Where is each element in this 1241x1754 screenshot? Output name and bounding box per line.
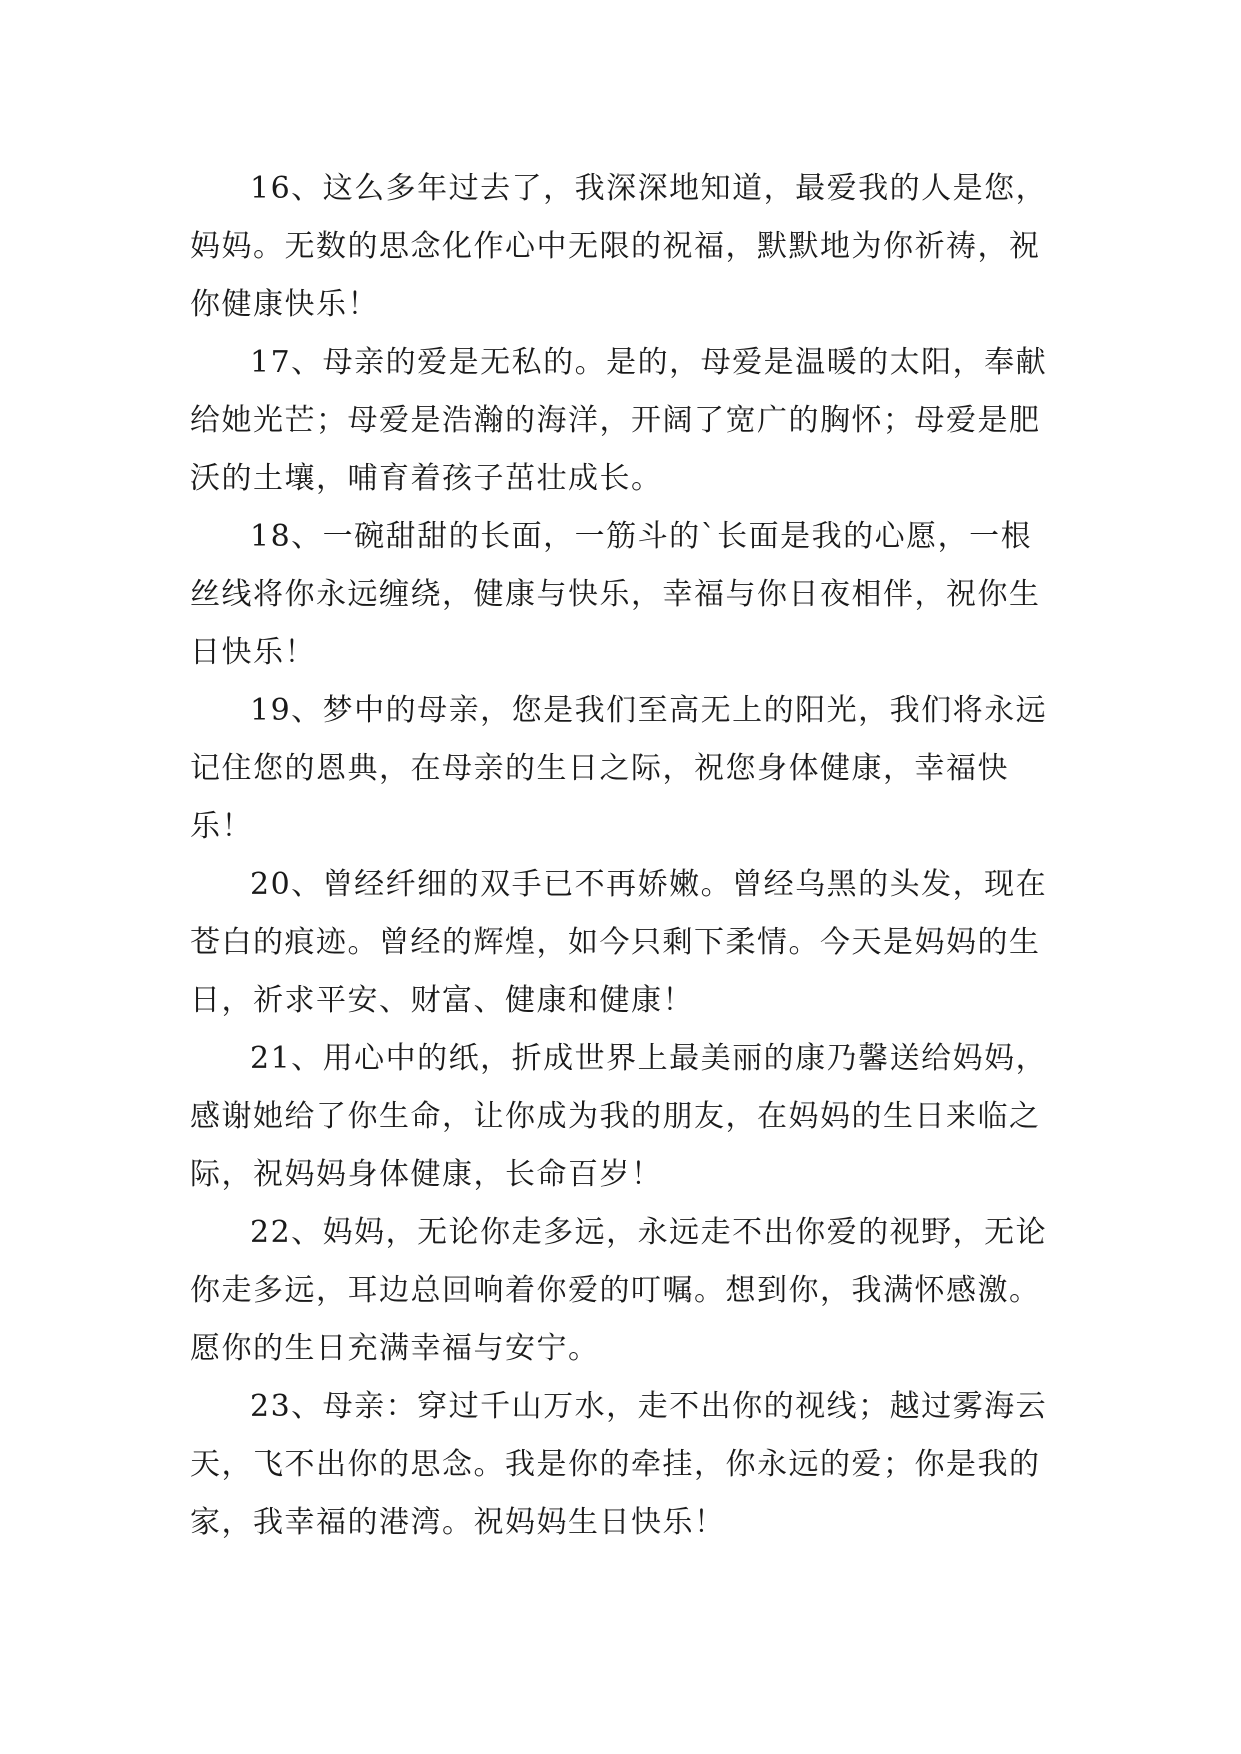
- paragraph-20: 20、曾经纤细的双手已不再娇嫩。曾经乌黑的头发，现在苍白的痕迹。曾经的辉煌，如今只剩下柔情。今天是妈妈的生日，祈求平安、财富、健康和健康！: [190, 867, 1048, 1018]
- paragraph-17: 17、母亲的爱是无私的。是的，母爱是温暖的太阳，奉献给她光芒；母爱是浩瀚的海洋，开阔了宽广的胸怀；母爱是肥沃的土壤，哺育着孩子茁壮成长。: [190, 345, 1048, 496]
- paragraph-19: 19、梦中的母亲，您是我们至高无上的阳光，我们将永远记住您的恩典，在母亲的生日之际，祝您身体健康，幸福快乐！: [190, 693, 1048, 844]
- paragraph-23: 23、母亲：穿过千山万水，走不出你的视线；越过雾海云天，飞不出你的思念。我是你的牵挂，你永远的爱；你是我的家，我幸福的港湾。祝妈妈生日快乐！: [190, 1389, 1048, 1540]
- paragraph-22: 22、妈妈，无论你走多远，永远走不出你爱的视野，无论你走多远，耳边总回响着你爱的叮嘱。想到你，我满怀感激。愿你的生日充满幸福与安宁。: [190, 1215, 1048, 1366]
- paragraph-16: 16、这么多年过去了，我深深地知道，最爱我的人是您，妈妈。无数的思念化作心中无限的祝福，默默地为你祈祷，祝你健康快乐！: [190, 171, 1048, 322]
- document-body: [190, 160, 1060, 1552]
- paragraph-18: 18、一碗甜甜的长面，一筋斗的`长面是我的心愿，一根丝线将你永远缠绕，健康与快乐，幸福与你日夜相伴，祝你生日快乐！: [190, 519, 1041, 670]
- paragraph-21: 21、用心中的纸，折成世界上最美丽的康乃馨送给妈妈，感谢她给了你生命，让你成为我的朋友，在妈妈的生日来临之际，祝妈妈身体健康，长命百岁！: [190, 1041, 1048, 1192]
